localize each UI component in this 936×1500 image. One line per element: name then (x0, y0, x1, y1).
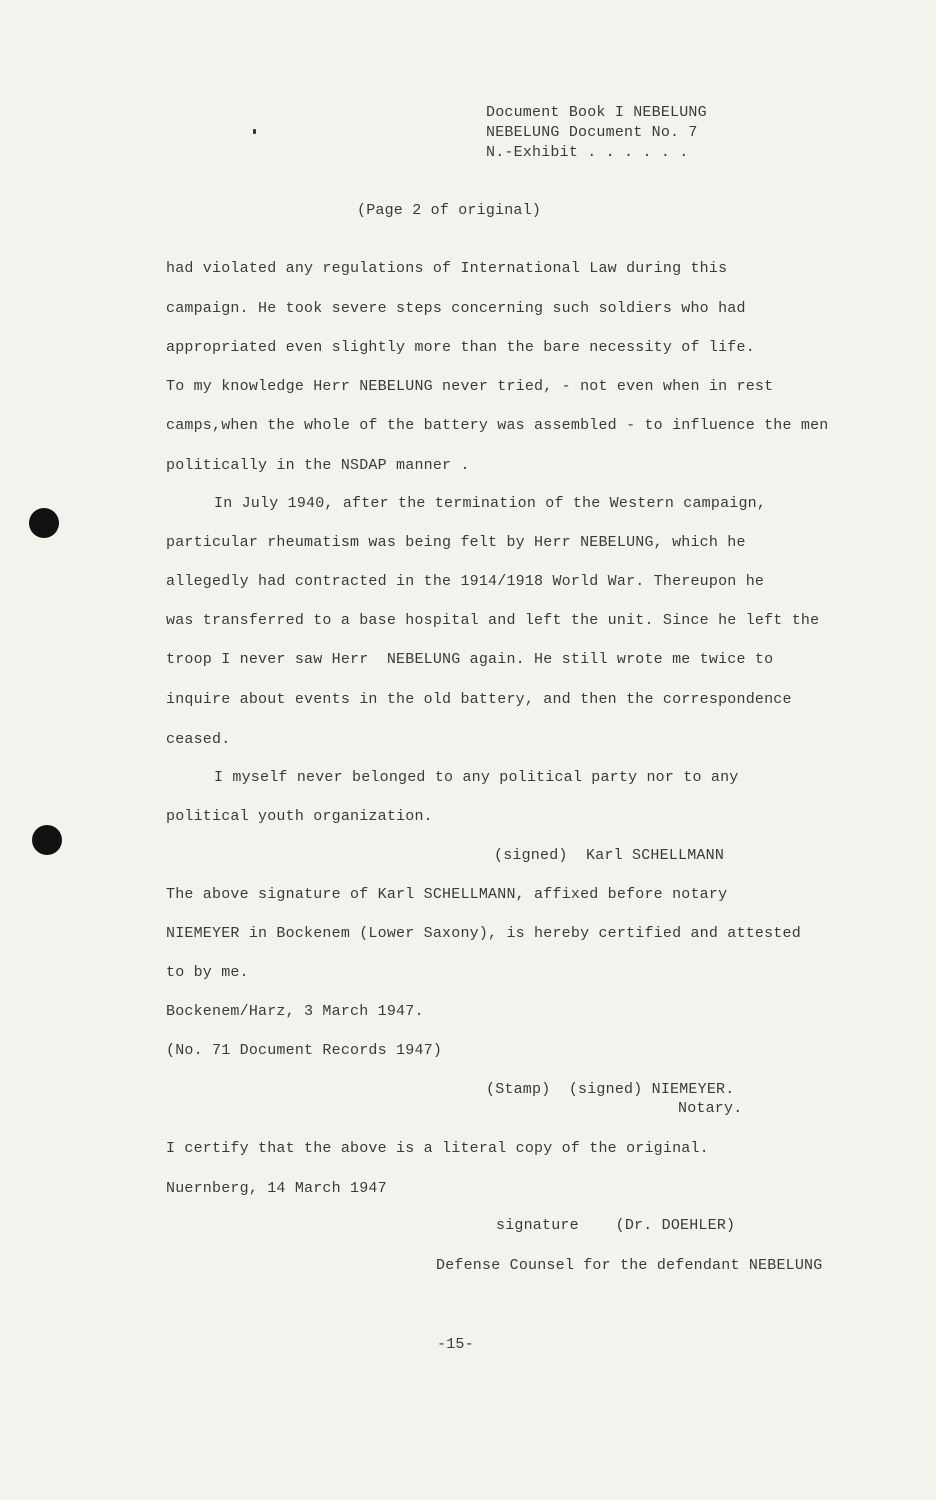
body-line: inquire about events in the old battery, and then the correspondence (166, 691, 792, 708)
signature-line: signature (Dr. DOEHLER) (496, 1217, 736, 1234)
body-line: allegedly had contracted in the 1914/1918 World War. Thereupon he (166, 573, 765, 590)
body-line: camps,when the whole of the battery was assembled - to influence the men (166, 417, 829, 434)
defense-counsel-line: Defense Counsel for the defendant NEBELUNG (436, 1257, 823, 1274)
body-line: To my knowledge Herr NEBELUNG never tried, - not even when in rest (166, 378, 774, 395)
body-line: campaign. He took severe steps concerning such soldiers who had (166, 300, 746, 317)
certification-line: to by me. (166, 964, 249, 981)
certify-copy-line: I certify that the above is a literal copy of the original. (166, 1140, 709, 1157)
body-line: appropriated even slightly more than the bare necessity of life. (166, 339, 755, 356)
body-line: was transferred to a base hospital and left the unit. Since he left the (166, 612, 820, 629)
page-of-original-note: (Page 2 of original) (357, 202, 542, 219)
header-document-number: NEBELUNG Document No. 7 (486, 124, 698, 141)
punch-hole (29, 508, 59, 538)
certification-line: NIEMEYER in Bockenem (Lower Saxony), is hereby certified and attested (166, 925, 801, 942)
place-date: Bockenem/Harz, 3 March 1947. (166, 1003, 424, 1020)
body-line: politically in the NSDAP manner . (166, 457, 470, 474)
notary-title: Notary. (678, 1100, 743, 1117)
body-line: had violated any regulations of International Law during this (166, 260, 728, 277)
nuernberg-date: Nuernberg, 14 March 1947 (166, 1180, 387, 1197)
header-document-book: Document Book I NEBELUNG (486, 104, 707, 121)
body-line: I myself never belonged to any political party nor to any (214, 769, 739, 786)
body-line: particular rheumatism was being felt by Herr NEBELUNG, which he (166, 534, 746, 551)
body-line: troop I never saw Herr NEBELUNG again. He still wrote me twice to (166, 651, 774, 668)
page-number: -15- (437, 1336, 474, 1353)
records-note: (No. 71 Document Records 1947) (166, 1042, 443, 1059)
header-exhibit: N.-Exhibit . . . . . . (486, 144, 689, 161)
stamp-signed-notary: (Stamp) (signed) NIEMEYER. (486, 1081, 735, 1098)
punch-hole (32, 825, 62, 855)
body-line: ceased. (166, 731, 231, 748)
body-line: political youth organization. (166, 808, 433, 825)
certification-line: The above signature of Karl SCHELLMANN, affixed before notary (166, 886, 728, 903)
signed-affiant: (signed) Karl SCHELLMANN (494, 847, 725, 864)
ink-speck (253, 129, 256, 134)
body-line: In July 1940, after the termination of the Western campaign, (214, 495, 767, 512)
